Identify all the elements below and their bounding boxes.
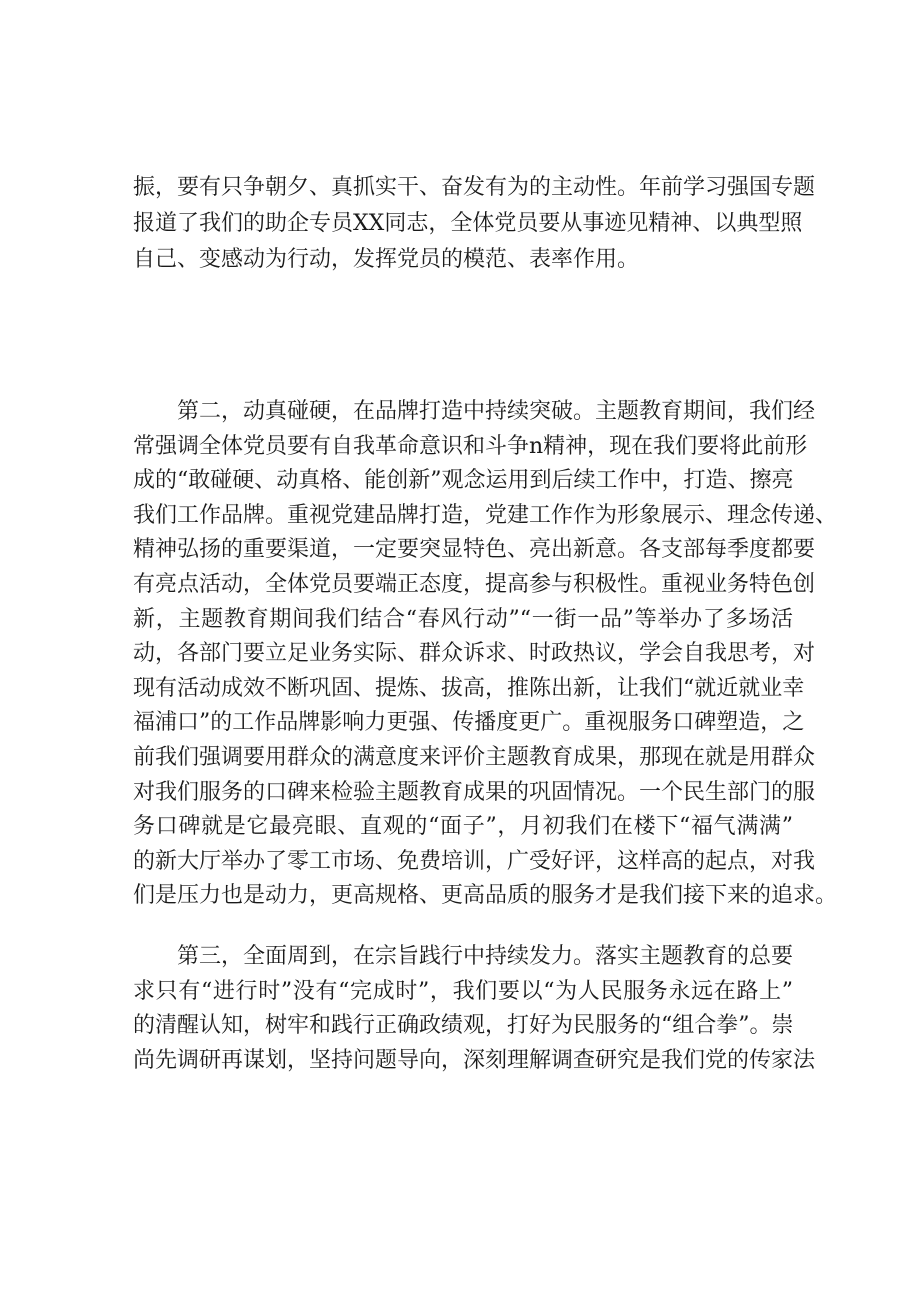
text-line: 报道了我们的助企专员XX同志，全体党员要从事迹见精神、以典型照 bbox=[133, 211, 803, 236]
text-line: 现有活动成效不断巩固、提炼、拔高，推陈出新，让我们“就近就业幸 bbox=[133, 675, 805, 701]
text-line: 精神弘扬的重要渠道，一定要突显特色、亮出新意。各支部每季度都要 bbox=[133, 537, 816, 563]
text-line: 尚先调研再谋划，坚持问题导向，深刻理解调查研究是我们党的传家法 bbox=[133, 1047, 816, 1073]
text-line: 前我们强调要用群众的满意度来评价主题教育成果，那现在就是用群众 bbox=[133, 744, 816, 770]
text-line: 振，要有只争朝夕、真抓实干、奋发有为的主动性。年前学习强国专题 bbox=[133, 175, 816, 200]
text-line: 福浦口”的工作品牌影响力更强、传播度更广。重视服务口碑塑造，之 bbox=[133, 710, 805, 736]
text-line: 常强调全体党员要有自我革命意识和斗争n精神，现在我们要将此前形 bbox=[133, 433, 808, 459]
text-line: 动，各部门要立足业务实际、群众诉求、时政热议，学会自我思考，对 bbox=[133, 641, 816, 667]
paragraph-third-point bbox=[133, 940, 816, 1078]
text-line: 我们工作品牌。重视党建品牌打造，党建工作作为形象展示、理念传递、 bbox=[133, 502, 838, 528]
text-line: 第二，动真碰硬，在品牌打造中持续突破。主题教育期间，我们经 bbox=[177, 399, 816, 424]
text-line: 第三，全面周到，在宗旨践行中持续发力。落实主题教育的总要 bbox=[177, 944, 794, 969]
text-line: 成的“敢碰硬、动真格、能创新”观念运用到后续工作中，打造、擦亮 bbox=[133, 468, 794, 494]
text-line: 求只有“进行时”没有“完成时”，我们要以“为人民服务永远在路上” bbox=[133, 978, 793, 1004]
text-line: 自己、变感动为行动，发挥党员的模范、表率作用。 bbox=[133, 247, 640, 272]
text-line: 的清醒认知，树牢和践行正确政绩观，打好为民服务的“组合拳”。崇 bbox=[133, 1013, 794, 1039]
text-line: 对我们服务的口碑来检验主题教育成果的巩固情况。一个民生部门的服 bbox=[133, 779, 816, 805]
text-line: 的新大厅举办了零工市场、免费培训，广受好评，这样高的起点，对我 bbox=[133, 848, 816, 874]
text-line: 新，主题教育期间我们结合“春风行动”“一街一品”等举办了多场活 bbox=[133, 606, 793, 632]
paragraph-second-point bbox=[133, 395, 838, 914]
paragraph-continuation bbox=[133, 170, 816, 278]
text-line: 们是压力也是动力，更高规格、更高品质的服务才是我们接下来的追求。 bbox=[133, 883, 838, 909]
text-line: 有亮点活动，全体党员要端正态度，提高参与积极性。重视业务特色创 bbox=[133, 571, 816, 597]
text-line: 务口碑就是它最亮眼、直观的“面子”，月初我们在楼下“福气满满” bbox=[133, 814, 793, 840]
